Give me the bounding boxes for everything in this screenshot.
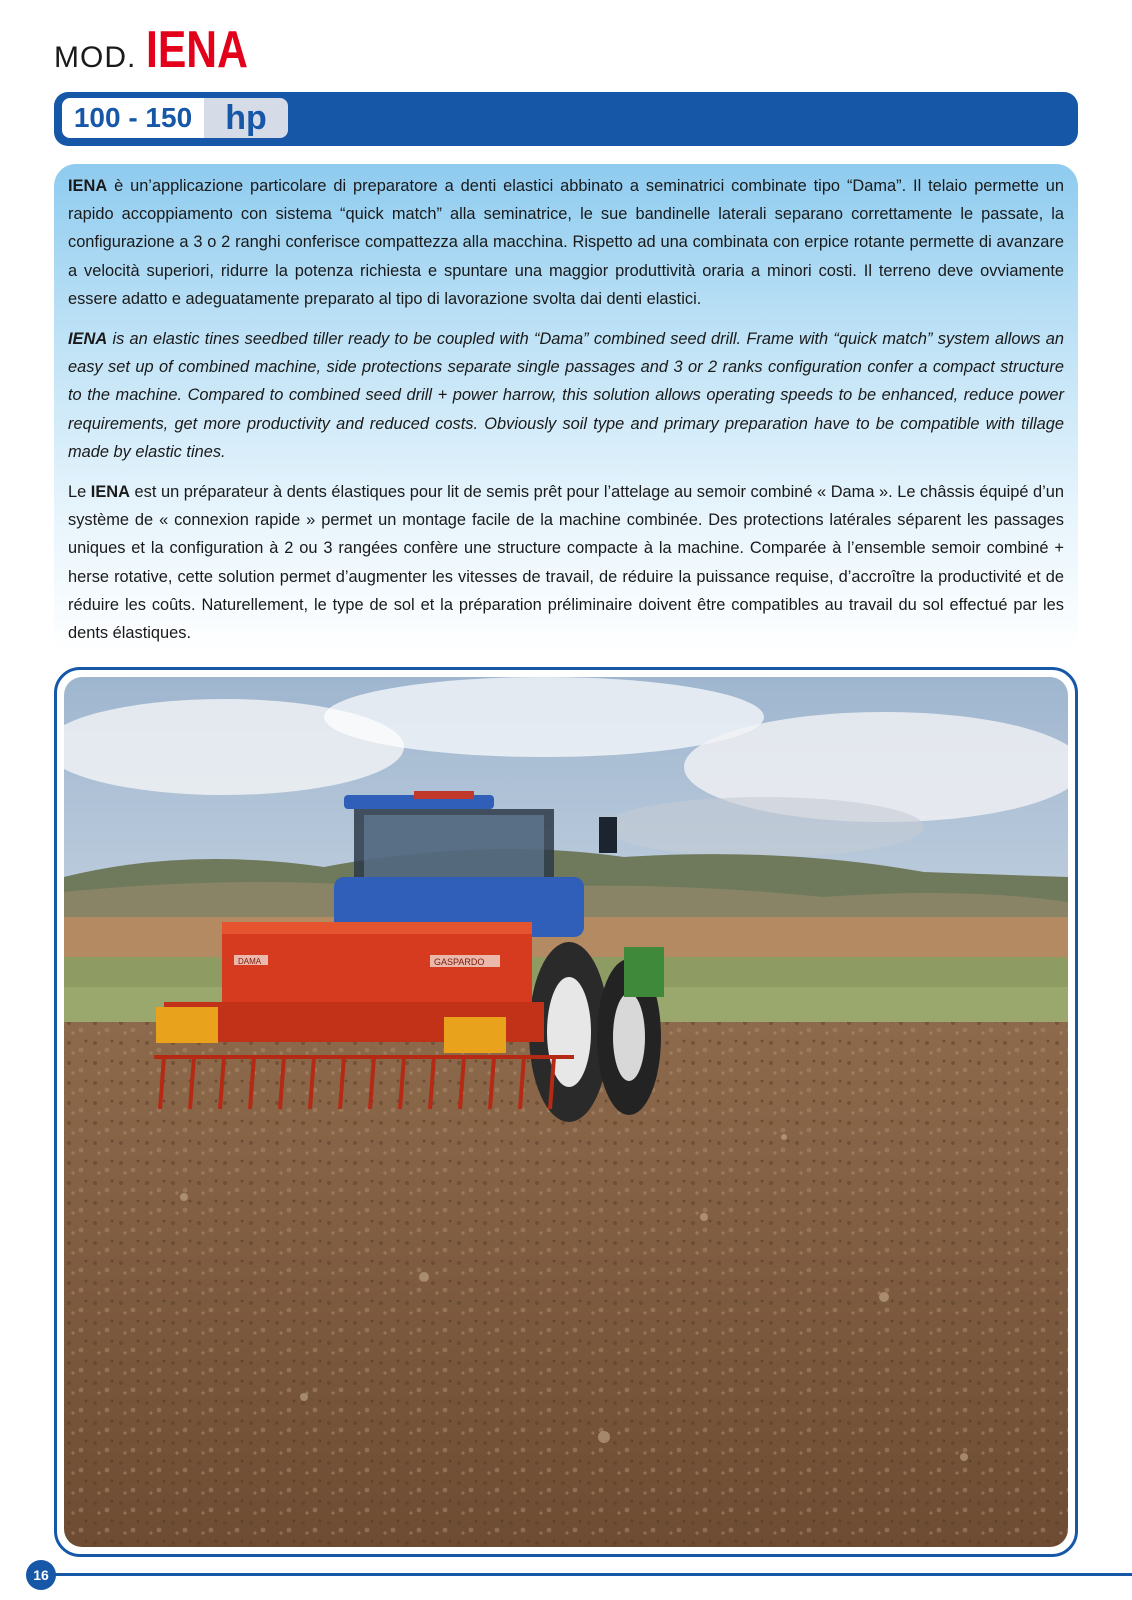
- power-unit: hp: [225, 98, 267, 137]
- description-french-prefix: Le: [68, 483, 91, 502]
- model-name: IENA: [146, 21, 249, 79]
- description-french-text: est un préparateur à dents élastiques pour lit de semis prêt pour l’attelage au semoir combiné « Dama ». Le châssis équipé d’un système de « connexion rapide » permet un montage facile de la machine combinée. Des protections latérales séparent les passages uniques et la configuration à 2 ou 3 rangées confère une structure compacte à la machine. Comparée à l’ensemble semoir combiné + herse rotative, cette solution permet d’augmenter les vitesses de travail, de réduire la puissance requise, d’accroître la productivité et de réduire les coûts. Naturellement, le type de sol et la préparation préliminaire doivent être compatibles au travail du sol effectué par les dents élastiques.: [68, 483, 1064, 643]
- description-english-text: is an elastic tines seedbed tiller ready to be coupled with “Dama” combined seed drill. Frame with “quick match” system allows an easy set up of combined machine, side protections separate single passages and 3 or 2 ranks configuration confer a compact structure to the machine. Compared to combined seed drill + power harrow, this solution allows operating speeds to be enhanced, reduce power requirements, get more productivity and reduced costs. Obviously soil type and primary preparation have to be compatible with tillage made by elastic tines.: [68, 330, 1064, 461]
- page-number: 16: [26, 1560, 56, 1590]
- description-english-lead: IENA: [68, 330, 108, 349]
- description-french-lead: IENA: [90, 483, 130, 502]
- description-panel: [54, 164, 1078, 654]
- dama-label: DAMA: [238, 957, 262, 966]
- footer-rule: [48, 1573, 1132, 1576]
- description-italian-text: è un’applicazione particolare di preparatore a denti elastici abbinato a seminatrici combinate tipo “Dama”. Il telaio permette un rapido accoppiamento con sistema “quick match” alla seminatrice, le sue bandinelle laterali separano correttamente le passate, la configurazione a 3 o 2 ranghi conferisce compattezza alla macchina. Rispetto ad una combinata con erpice rotante permette di avanzare a velocità superiori, ridurre la potenza richiesta e spuntare una maggior produttività oraria a minori costi. Il terreno deve ovviamente essere adatto e adeguatamente preparato al tipo di lavorazione svolta dai denti elastici.: [68, 177, 1064, 308]
- description-italian: [68, 172, 1064, 313]
- photo-frame: [54, 667, 1078, 1557]
- power-range-bar: [54, 92, 1078, 146]
- product-photo: [64, 677, 1068, 1547]
- description-french: [68, 478, 1064, 647]
- field-scene-image: [64, 677, 1068, 1547]
- power-range-chip: [62, 98, 288, 138]
- page-title: [54, 21, 271, 79]
- gaspardo-label: GASPARDO: [434, 957, 485, 967]
- power-range: 100 - 150: [73, 102, 193, 133]
- description-english: [68, 325, 1064, 466]
- mod-label: MOD.: [54, 41, 137, 74]
- description-italian-lead: IENA: [68, 177, 108, 195]
